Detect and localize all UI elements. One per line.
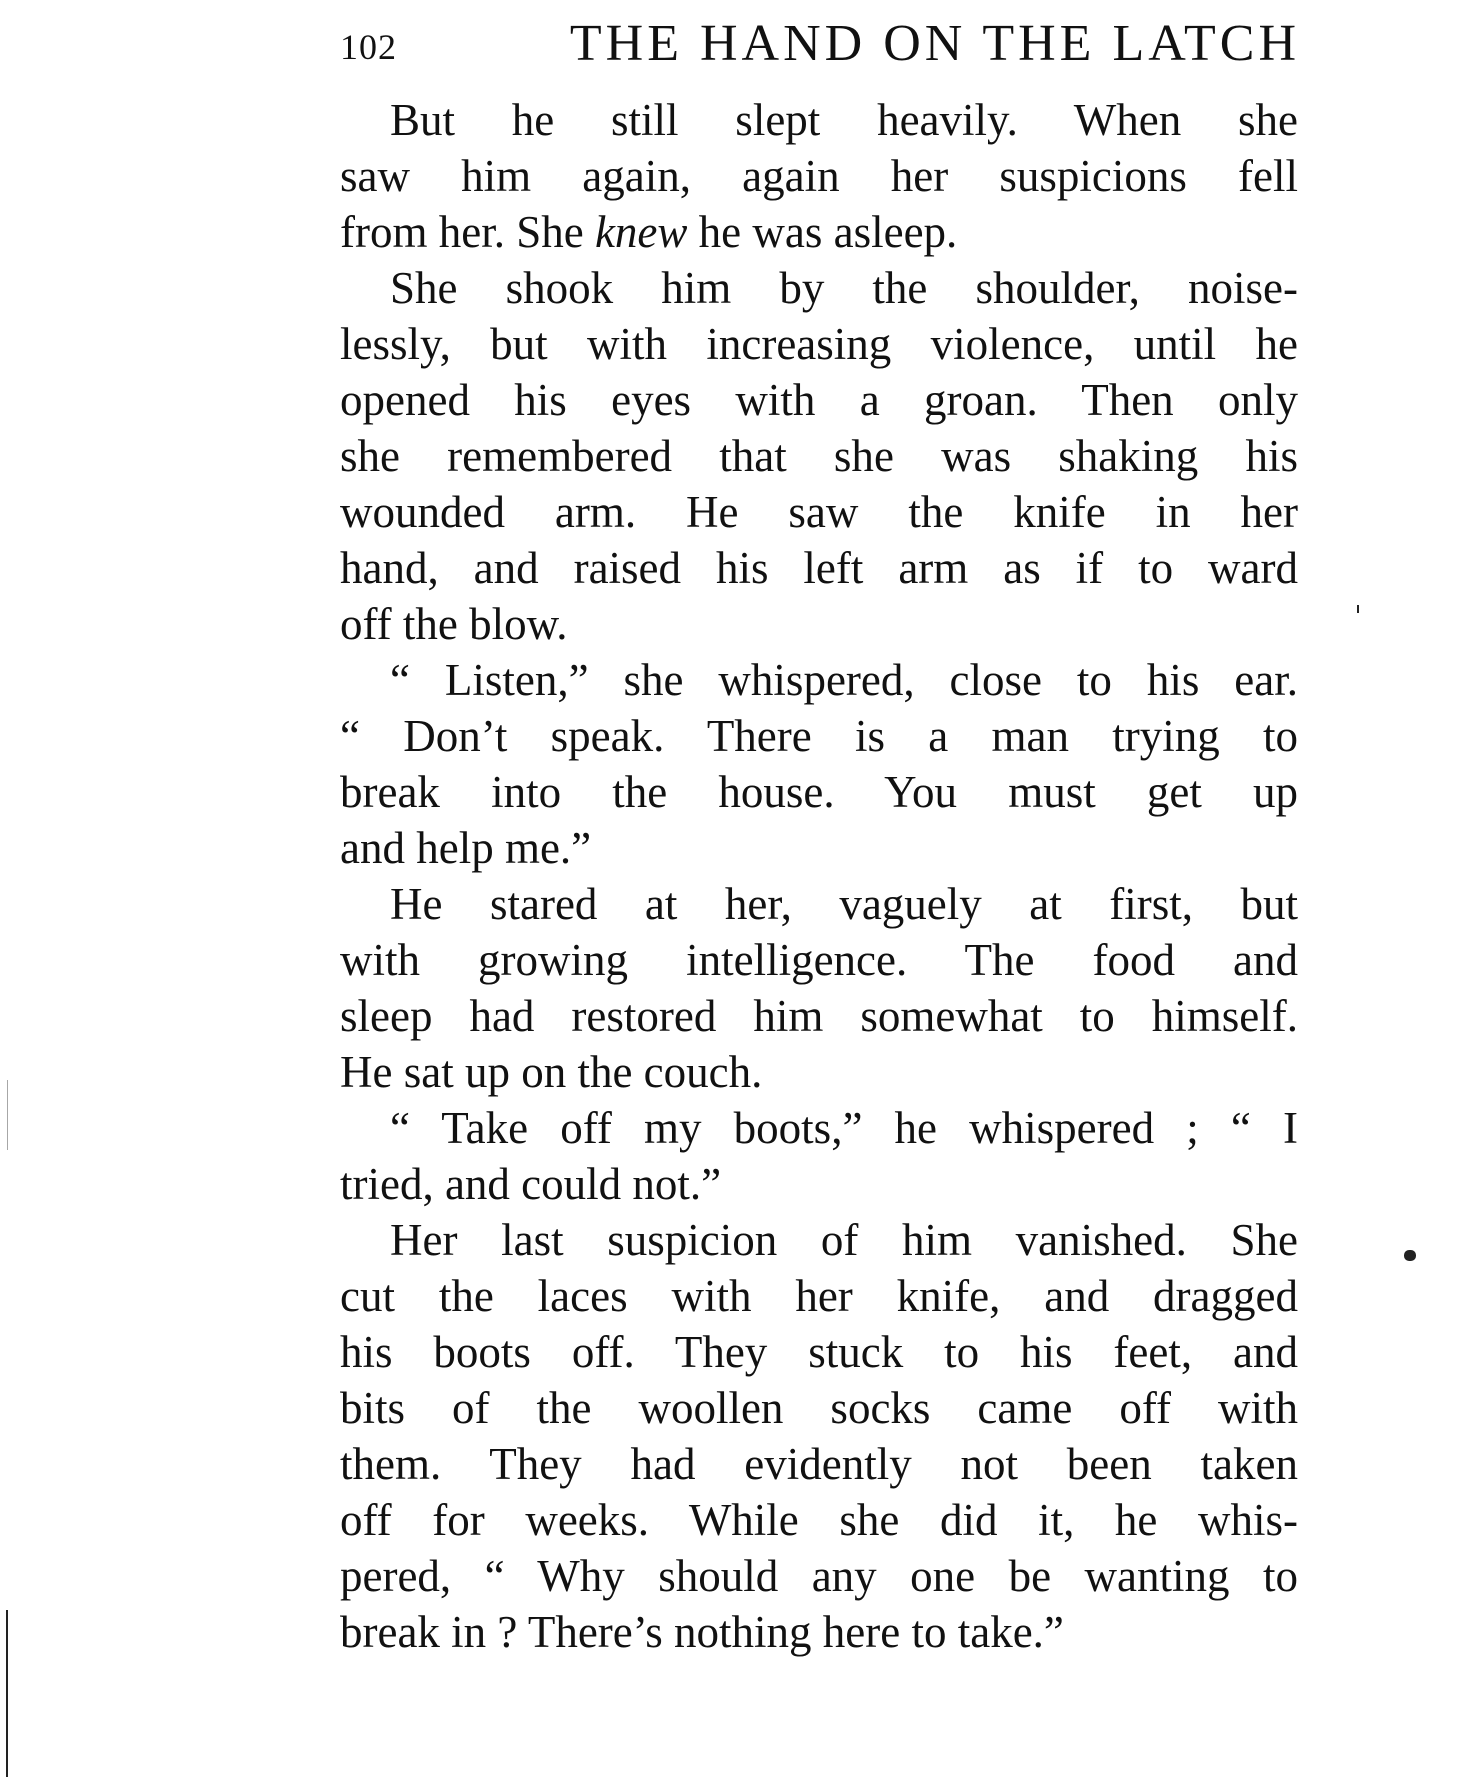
text-line: pered, “ Why should any one be wanting to	[340, 1551, 1298, 1601]
text-line: wounded arm. He saw the knife in her	[340, 487, 1298, 537]
text-line: She shook him by the shoulder, noise-	[390, 263, 1298, 313]
page-number: 102	[340, 27, 397, 67]
text-line: But he still slept heavily. When she	[390, 95, 1298, 145]
running-head: THE HAND ON THE LATCH	[569, 15, 1300, 72]
scan-edge-line	[6, 1610, 8, 1777]
text-line: “ Listen,” she whispered, close to his ear.	[390, 655, 1298, 705]
text-line: bits of the woollen socks came off with	[340, 1383, 1298, 1433]
text-line: lessly, but with increasing violence, until he	[340, 319, 1298, 369]
italic-word: knew	[594, 207, 688, 257]
text-line: “ Take off my boots,” he whispered ; “ I	[390, 1103, 1298, 1153]
ink-speck	[1357, 605, 1359, 613]
text-line-with-italic	[340, 204, 1298, 260]
text-line: his boots off. They stuck to his feet, and	[340, 1327, 1298, 1377]
text-line: off the blow.	[340, 599, 568, 649]
text-line: them. They had evidently not been taken	[340, 1439, 1298, 1489]
text-line: she remembered that she was shaking his	[340, 431, 1298, 481]
text-line: cut the laces with her knife, and dragged	[340, 1271, 1298, 1321]
text-line: and help me.”	[340, 823, 592, 873]
text-line: Her last suspicion of him vanished. She	[390, 1215, 1298, 1265]
text-line: break in ? There’s nothing here to take.”	[340, 1607, 1064, 1657]
text-line: opened his eyes with a groan. Then only	[340, 375, 1298, 425]
text-line: off for weeks. While she did it, he whis-	[340, 1495, 1298, 1545]
text-line: break into the house. You must get up	[340, 767, 1298, 817]
scan-edge-mark	[7, 1080, 8, 1150]
text-line: “ Don’t speak. There is a man trying to	[340, 711, 1298, 761]
text-line: He sat up on the couch.	[340, 1047, 763, 1097]
text-line: He stared at her, vaguely at first, but	[390, 879, 1298, 929]
text-line: with growing intelligence. The food and	[340, 935, 1298, 985]
page-header	[340, 14, 1300, 74]
text-line: sleep had restored him somewhat to himself.	[340, 991, 1298, 1041]
text-fragment: he was asleep.	[687, 207, 958, 257]
text-fragment: from her. She	[340, 207, 595, 257]
ink-blot	[1404, 1250, 1416, 1261]
text-line: hand, and raised his left arm as if to ward	[340, 543, 1298, 593]
text-line: saw him again, again her suspicions fell	[340, 151, 1298, 201]
text-line: tried, and could not.”	[340, 1159, 722, 1209]
